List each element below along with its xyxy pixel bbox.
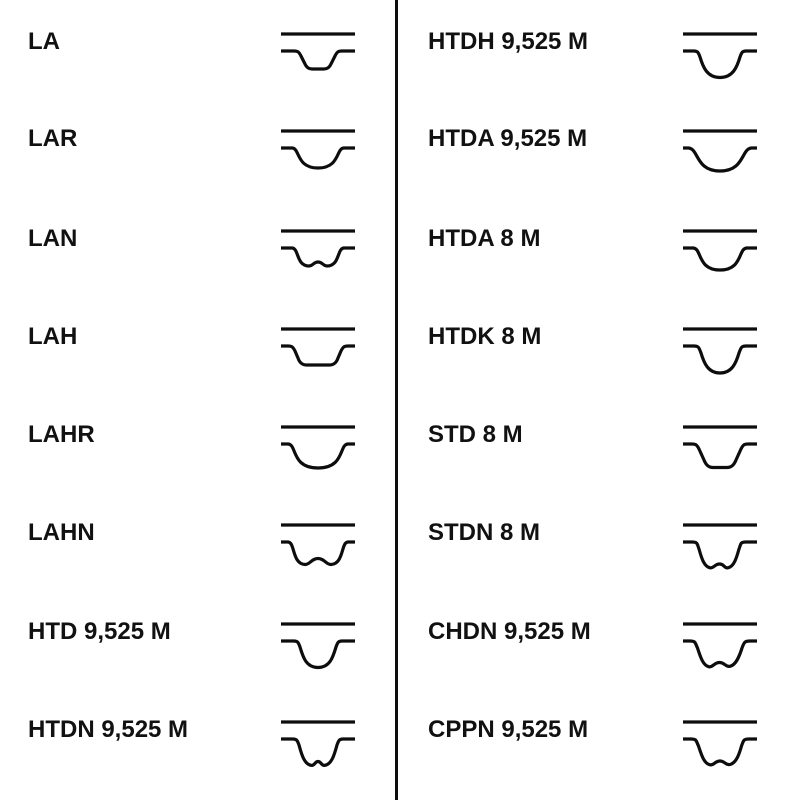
belt-type-label-htd: HTD 9,525 M bbox=[28, 618, 171, 645]
tooth-profile-drawing-rounded-medium bbox=[682, 227, 758, 279]
tooth-profile-line bbox=[683, 444, 757, 468]
tooth-profile-drawing-deep-rounded-wide bbox=[682, 30, 758, 82]
tooth-profile-drawing-trapezoid-notched bbox=[280, 227, 356, 279]
tooth-profile-line bbox=[683, 641, 757, 667]
tooth-profile-line bbox=[281, 739, 355, 765]
belt-type-label-htdn: HTDN 9,525 M bbox=[28, 716, 189, 743]
tooth-profile-drawing-rounded-notched-wide bbox=[280, 521, 356, 573]
belt-type-label-lahr: LAHR bbox=[28, 421, 95, 448]
tooth-profile-line bbox=[683, 739, 757, 765]
belt-type-label-lah: LAH bbox=[28, 323, 78, 350]
tooth-profile-drawing-rounded bbox=[280, 127, 356, 179]
tooth-profile-line bbox=[683, 148, 757, 171]
tooth-profile-line bbox=[281, 148, 355, 168]
tooth-profile-line bbox=[281, 444, 355, 468]
tooth-profile-drawing-deep-trapezoid bbox=[682, 423, 758, 475]
tooth-profile-drawing-rounded-smooth bbox=[682, 127, 758, 179]
belt-type-label-la: LA bbox=[28, 28, 60, 55]
tooth-profile-drawing-rounded-wide bbox=[280, 423, 356, 475]
belt-type-label-htdh: HTDH 9,525 M bbox=[428, 28, 589, 55]
tooth-profile-line bbox=[683, 542, 757, 568]
tooth-profile-line bbox=[683, 51, 757, 78]
belt-type-label-lan: LAN bbox=[28, 225, 78, 252]
belt-type-label-htdk: HTDK 8 M bbox=[428, 323, 542, 350]
belt-type-label-chdn: CHDN 9,525 M bbox=[428, 618, 591, 645]
belt-type-label-cppn: CPPN 9,525 M bbox=[428, 716, 589, 743]
tooth-profile-line bbox=[683, 248, 757, 270]
belt-type-label-htda: HTDA 9,525 M bbox=[428, 125, 588, 152]
belt-type-label-std: STD 8 M bbox=[428, 421, 523, 448]
column-divider bbox=[395, 0, 398, 800]
tooth-profile-line bbox=[683, 346, 757, 373]
tooth-profile-line bbox=[281, 641, 355, 668]
tooth-profile-drawing-trapezoid bbox=[280, 30, 356, 82]
belt-type-label-lar: LAR bbox=[28, 125, 78, 152]
tooth-profile-line bbox=[281, 346, 355, 365]
belt-type-label-lahn: LAHN bbox=[28, 519, 95, 546]
tooth-profile-drawing-deep-notched-ogee bbox=[682, 620, 758, 672]
tooth-profile-line bbox=[281, 248, 355, 266]
tooth-profile-drawing-trapezoid-wide bbox=[280, 325, 356, 377]
tooth-profile-line bbox=[281, 542, 355, 565]
tooth-profile-drawing-deep-rounded bbox=[280, 620, 356, 672]
tooth-profile-drawing-deep-rounded-notched bbox=[280, 718, 356, 770]
tooth-profile-line bbox=[281, 51, 355, 69]
belt-type-label-htda: HTDA 8 M bbox=[428, 225, 541, 252]
tooth-profile-drawing-deep-rounded-narrow bbox=[682, 325, 758, 377]
tooth-profile-drawing-deep-notched bbox=[682, 521, 758, 573]
tooth-profile-drawing-deep-notched-wide bbox=[682, 718, 758, 770]
belt-type-label-stdn: STDN 8 M bbox=[428, 519, 541, 546]
